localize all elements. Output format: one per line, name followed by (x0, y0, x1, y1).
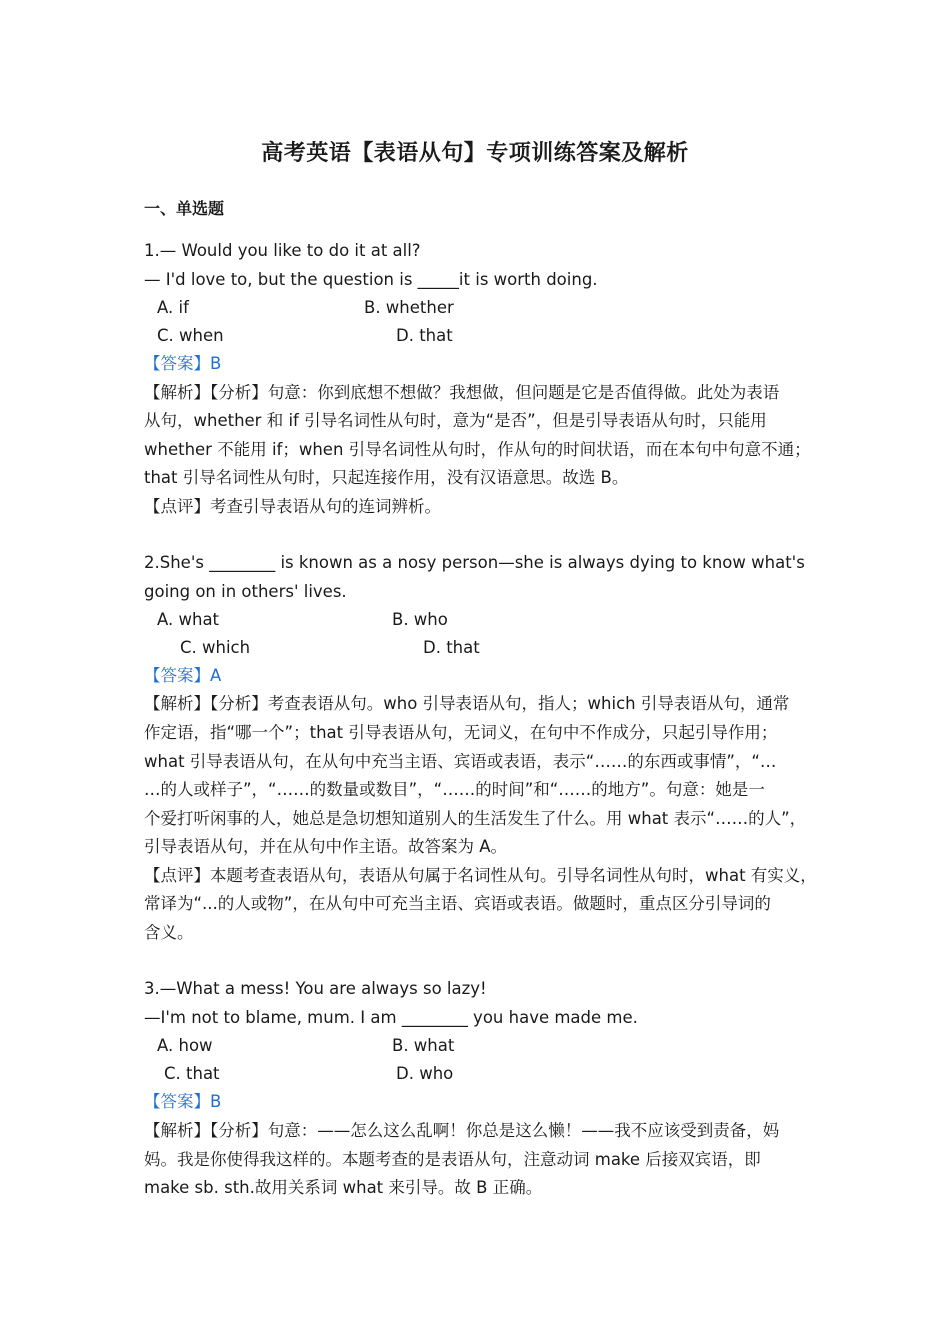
q2-analysis-line: 个爱打听闲事的人，她总是急切想知道别人的生活发生了什么。用 what 表示“……的人”， (144, 809, 807, 828)
q3-analysis-line: 妈。我是你使得我这样的。本题考查的是表语从句，注意动词 make 后接双宾语，即 (144, 1150, 761, 1169)
q1-option-d: D. that (396, 326, 453, 345)
q1-prompt-line: 1.— Would you like to do it at all? (144, 241, 421, 260)
q3-prompt-line: 3.—What a mess! You are always so lazy! (144, 979, 487, 998)
q3-option-a: A. how (157, 1036, 213, 1055)
q1-analysis-line: 【解析】【分析】句意：你到底想不想做？我想做，但问题是它是否值得做。此处为表语 (144, 383, 780, 402)
q2-option-a: A. what (157, 610, 220, 629)
q3-prompt-line: —I'm not to blame, mum. I am ________ you have made me. (144, 1008, 638, 1027)
q2-prompt-line: 2.She's ________ is known as a nosy person—she is always dying to know what's (144, 553, 805, 572)
q1-analysis-line: that 引导名词性从句时，只起连接作用，没有汉语意思。故选 B。 (144, 468, 629, 487)
q3-answer: 【答案】B (144, 1092, 222, 1111)
q2-analysis-line: …的人或样子”，“……的数量或数目”，“……的时间”和“……的地方”。句意：她是一 (144, 780, 765, 799)
q3-analysis-line: make sb. sth.故用关系词 what 来引导。故 B 正确。 (144, 1178, 543, 1197)
q1-prompt-line: — I'd love to, but the question is _____it is worth doing. (144, 270, 598, 289)
q1-option-c: C. when (157, 326, 224, 345)
q2-option-c: C. which (180, 638, 251, 657)
q3-analysis-line: 【解析】【分析】句意：——怎么这么乱啊！你总是这么懒！——我不应该受到责备，妈 (144, 1121, 780, 1140)
q2-analysis-line: 【解析】【分析】考查表语从句。who 引导表语从句，指人；which 引导表语从句，通常 (144, 694, 790, 713)
q2-analysis-line: 引导表语从句，并在从句中作主语。故答案为 A。 (144, 837, 508, 856)
section-heading: 一、单选题 (144, 199, 225, 218)
q2-option-d: D. that (423, 638, 480, 657)
q1-comment: 【点评】考查引导表语从句的连词辨析。 (144, 497, 441, 516)
q1-analysis-line: whether 不能用 if；when 引导名词性从句时，作从句的时间状语，而在本句中句意不通； (144, 440, 811, 459)
q3-option-d: D. who (396, 1064, 454, 1083)
q2-answer: 【答案】A (144, 666, 222, 685)
q2-comment-line: 常译为“...的人或物”，在从句中可充当主语、宾语或表语。做题时，重点区分引导词的 (144, 894, 771, 913)
q2-option-b: B. who (392, 610, 448, 629)
q1-analysis-line: 从句，whether 和 if 引导名词性从句时，意为“是否”，但是引导表语从句时，只能用 (144, 411, 767, 430)
page-title: 高考英语【表语从句】专项训练答案及解析 (261, 141, 689, 166)
q2-analysis-line: 作定语，指“哪一个”；that 引导表语从句，无词义，在句中不作成分，只起引导作用； (144, 723, 778, 742)
q2-comment-line: 【点评】本题考查表语从句，表语从句属于名词性从句。引导名词性从句时，what 有实义， (144, 866, 817, 885)
q1-option-b: B. whether (364, 298, 454, 317)
q2-analysis-line: what 引导表语从句，在从句中充当主语、宾语或表语，表示“……的东西或事情”，“… (144, 752, 777, 771)
q3-option-b: B. what (392, 1036, 455, 1055)
q3-option-c: C. that (164, 1064, 220, 1083)
q1-option-a: A. if (157, 298, 189, 317)
q1-answer: 【答案】B (144, 354, 222, 373)
q2-comment-line: 含义。 (144, 923, 194, 942)
q2-prompt-line: going on in others' lives. (144, 582, 347, 601)
